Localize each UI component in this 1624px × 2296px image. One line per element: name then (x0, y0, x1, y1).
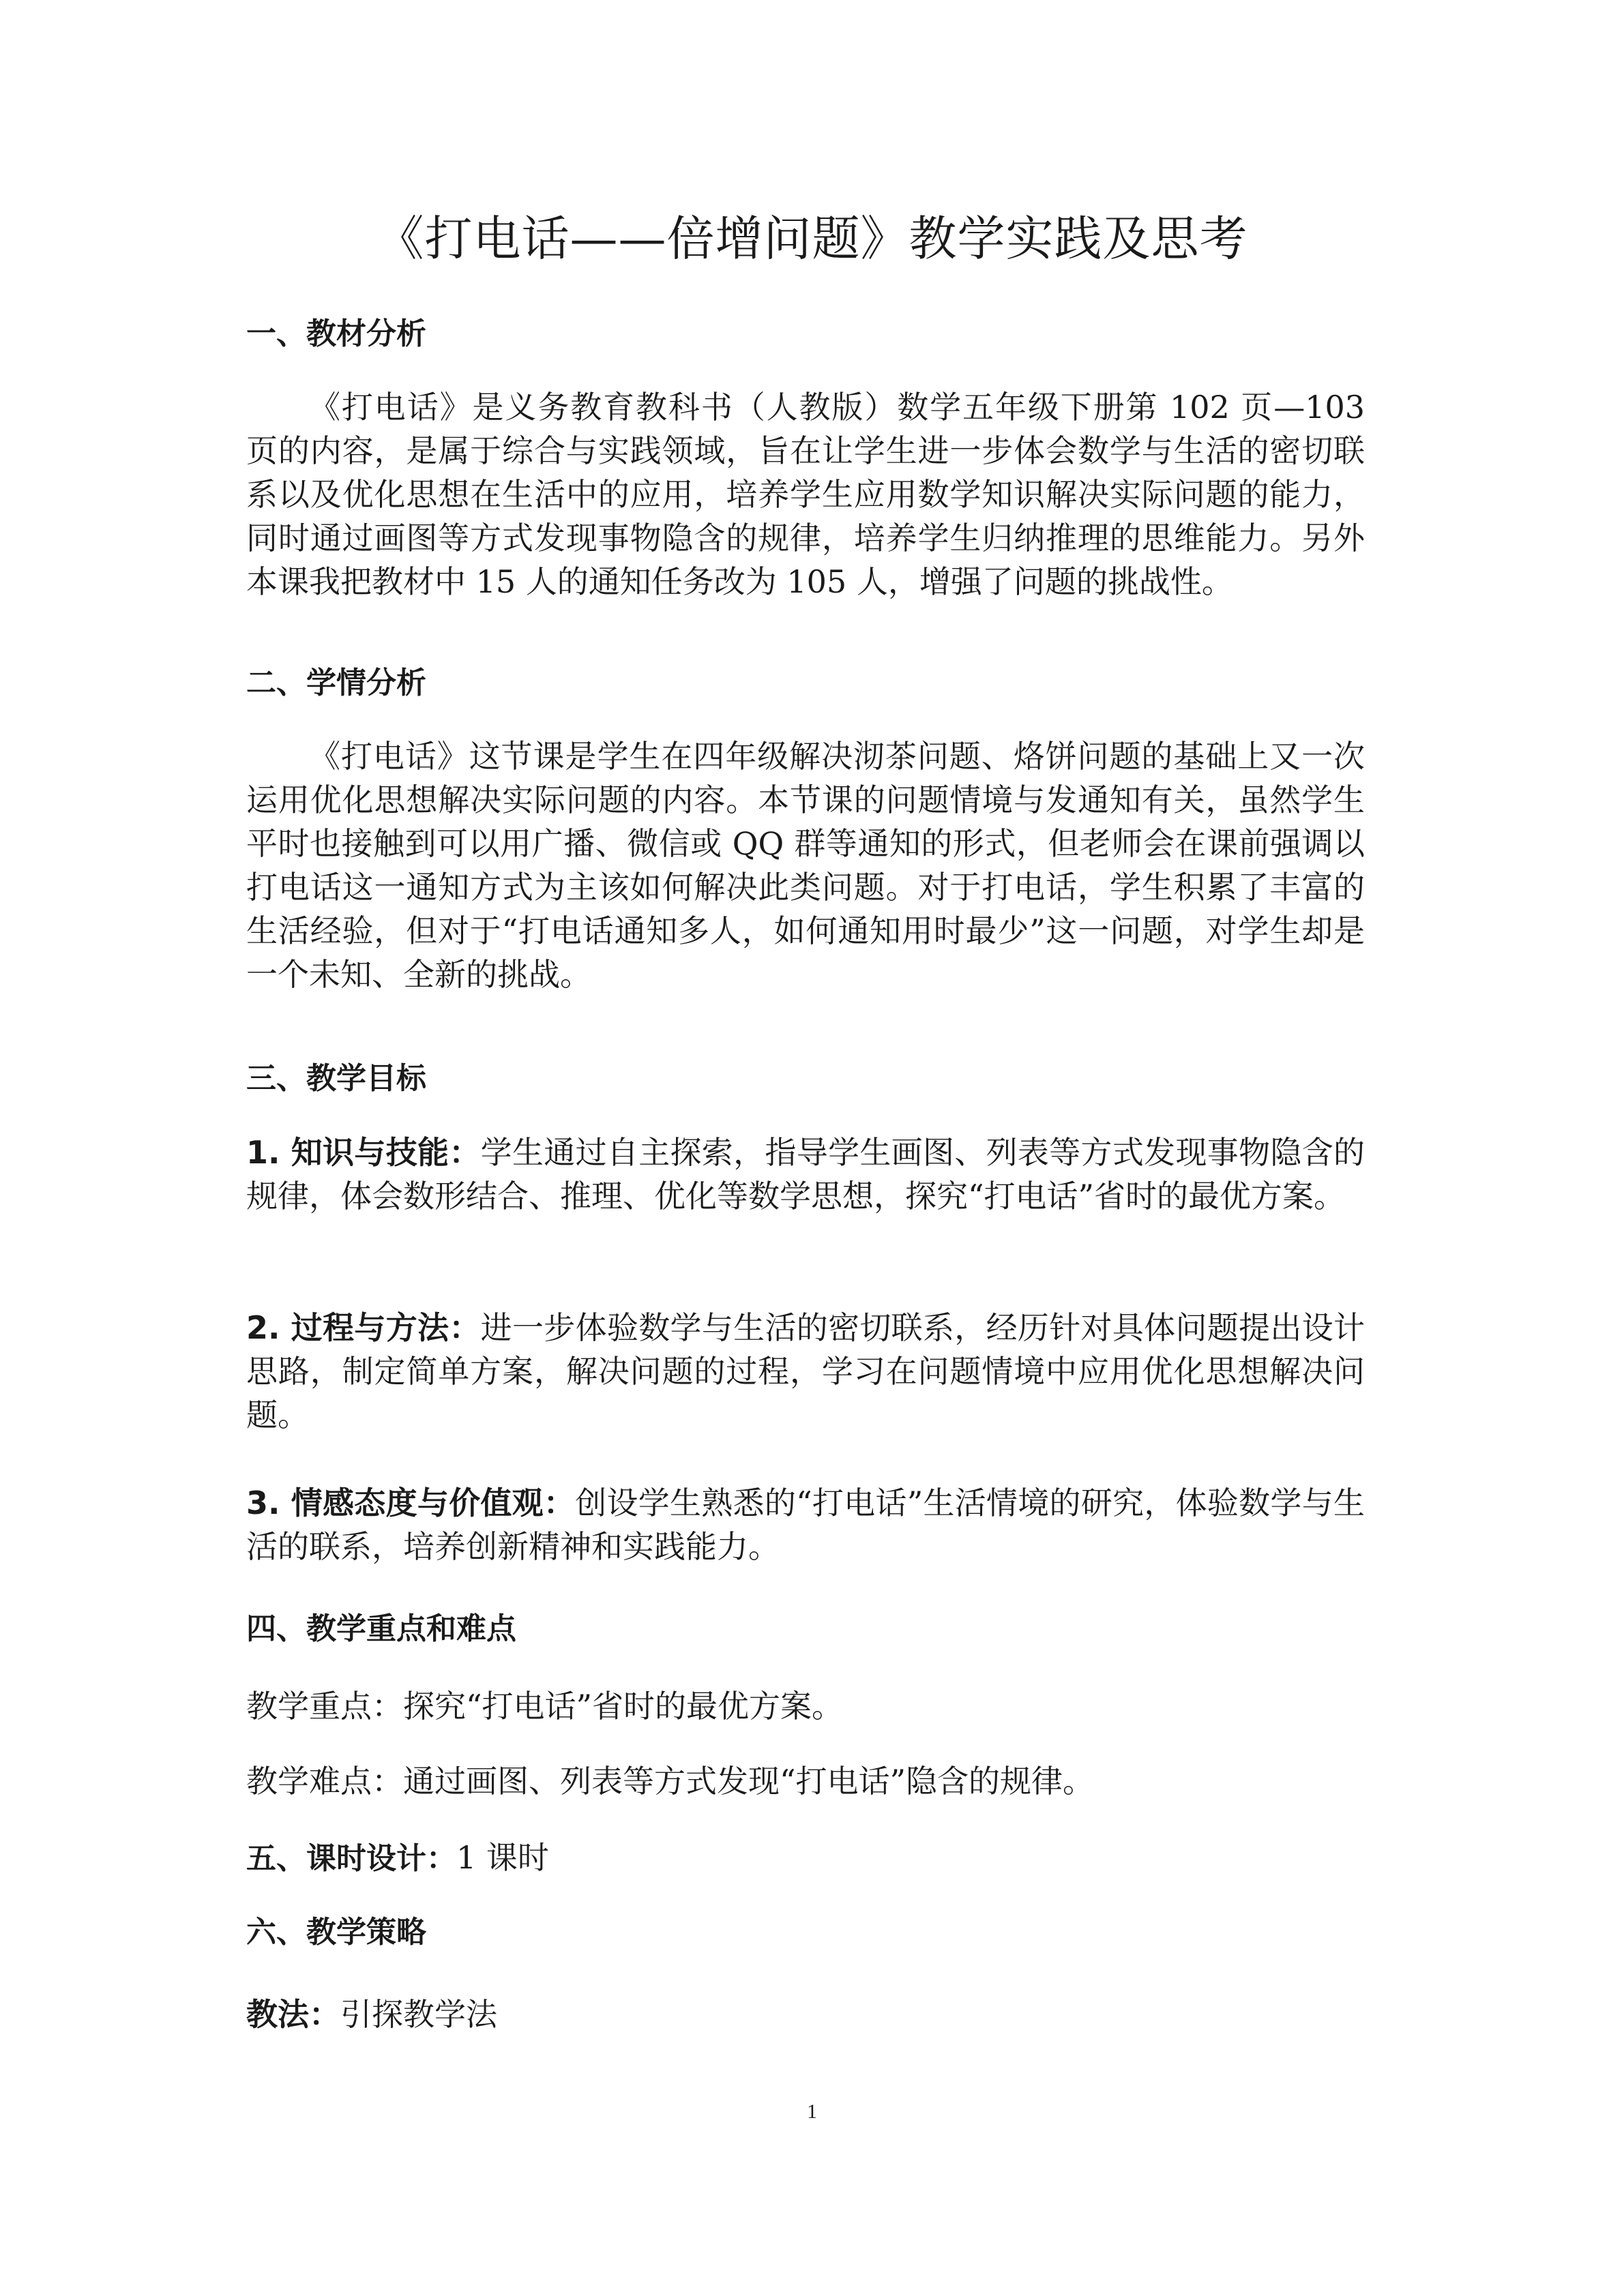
section-body-students: 《打电话》这节课是学生在四年级解决沏茶问题、烙饼问题的基础上又一次运用优化思想解决实际问题的内容。本节课的问题情境与发通知有关，虽然学生平时也接触到可以用广播、微信或 QQ 群等通知的形式，但老师会在课前强调以打电话这一通知方式为主该如何解决此类问题。对于打电话，学生积累了丰富的生活经验，但对于“打电话通知多人，如何通知用时最少”这一问题，对学生却是一个未知、全新的挑战。 (246, 738, 1365, 993)
goal-knowledge-text: 学生通过自主探索，指导学生画图、列表等方式发现事物隐含的规律，体会数形结合、推理、优化等数学思想，探究“打电话”省时的最优方案。 (246, 1134, 1365, 1214)
class-hours-value: 1 课时 (456, 1839, 549, 1876)
goal-attitude-text: 创设学生熟悉的“打电话”生活情境的研究，体验数学与生活的联系，培养创新精神和实践能力。 (246, 1485, 1365, 1565)
goal-process-label: 2. 过程与方法： (246, 1309, 481, 1346)
section-heading-goals: 三、教学目标 (246, 1061, 426, 1096)
teaching-method-value: 引探教学法 (340, 1996, 497, 2033)
difficulty-text: 教学难点：通过画图、列表等方式发现“打电话”隐含的规律。 (246, 1763, 1095, 1800)
goal-attitude-label: 3. 情感态度与价值观： (246, 1485, 576, 1521)
section-heading-strategy: 六、教学策略 (246, 1915, 426, 1950)
key-point-text: 教学重点：探究“打电话”省时的最优方案。 (246, 1688, 844, 1725)
teaching-method (246, 1993, 1365, 2036)
goal-knowledge (246, 1131, 1365, 1218)
section-heading-students: 二、学情分析 (246, 666, 426, 700)
section-heading-hours: 五、课时设计： (246, 1841, 456, 1876)
section-body-materials: 《打电话》是义务教育教科书（人教版）数学五年级下册第 102 页—103 页的内容，是属于综合与实践领域，旨在让学生进一步体会数学与生活的密切联系以及优化思想在生活中的应用，培养学生应用数学知识解决实际问题的能力，同时通过画图等方式发现事物隐含的规律，培养学生归纳推理的思维能力。另外本课我把教材中 15 人的通知任务改为 105 人，增强了问题的挑战性。 (246, 389, 1365, 600)
goal-process (246, 1306, 1365, 1437)
teaching-method-label: 教法： (246, 1996, 340, 2033)
section-heading-key-points: 四、教学重点和难点 (246, 1611, 516, 1646)
goal-knowledge-label: 1. 知识与技能： (246, 1134, 481, 1171)
goal-attitude (246, 1481, 1365, 1568)
document-title: 《打电话——倍增问题》教学实践及思考 (376, 211, 1248, 267)
class-hours (246, 1836, 1365, 1881)
section-heading-materials: 一、教材分析 (246, 316, 426, 351)
goal-process-text: 进一步体验数学与生活的密切联系，经历针对具体问题提出设计思路，制定简单方案，解决问题的过程，学习在问题情境中应用优化思想解决问题。 (246, 1309, 1365, 1433)
page-number: 1 (807, 2100, 817, 2123)
